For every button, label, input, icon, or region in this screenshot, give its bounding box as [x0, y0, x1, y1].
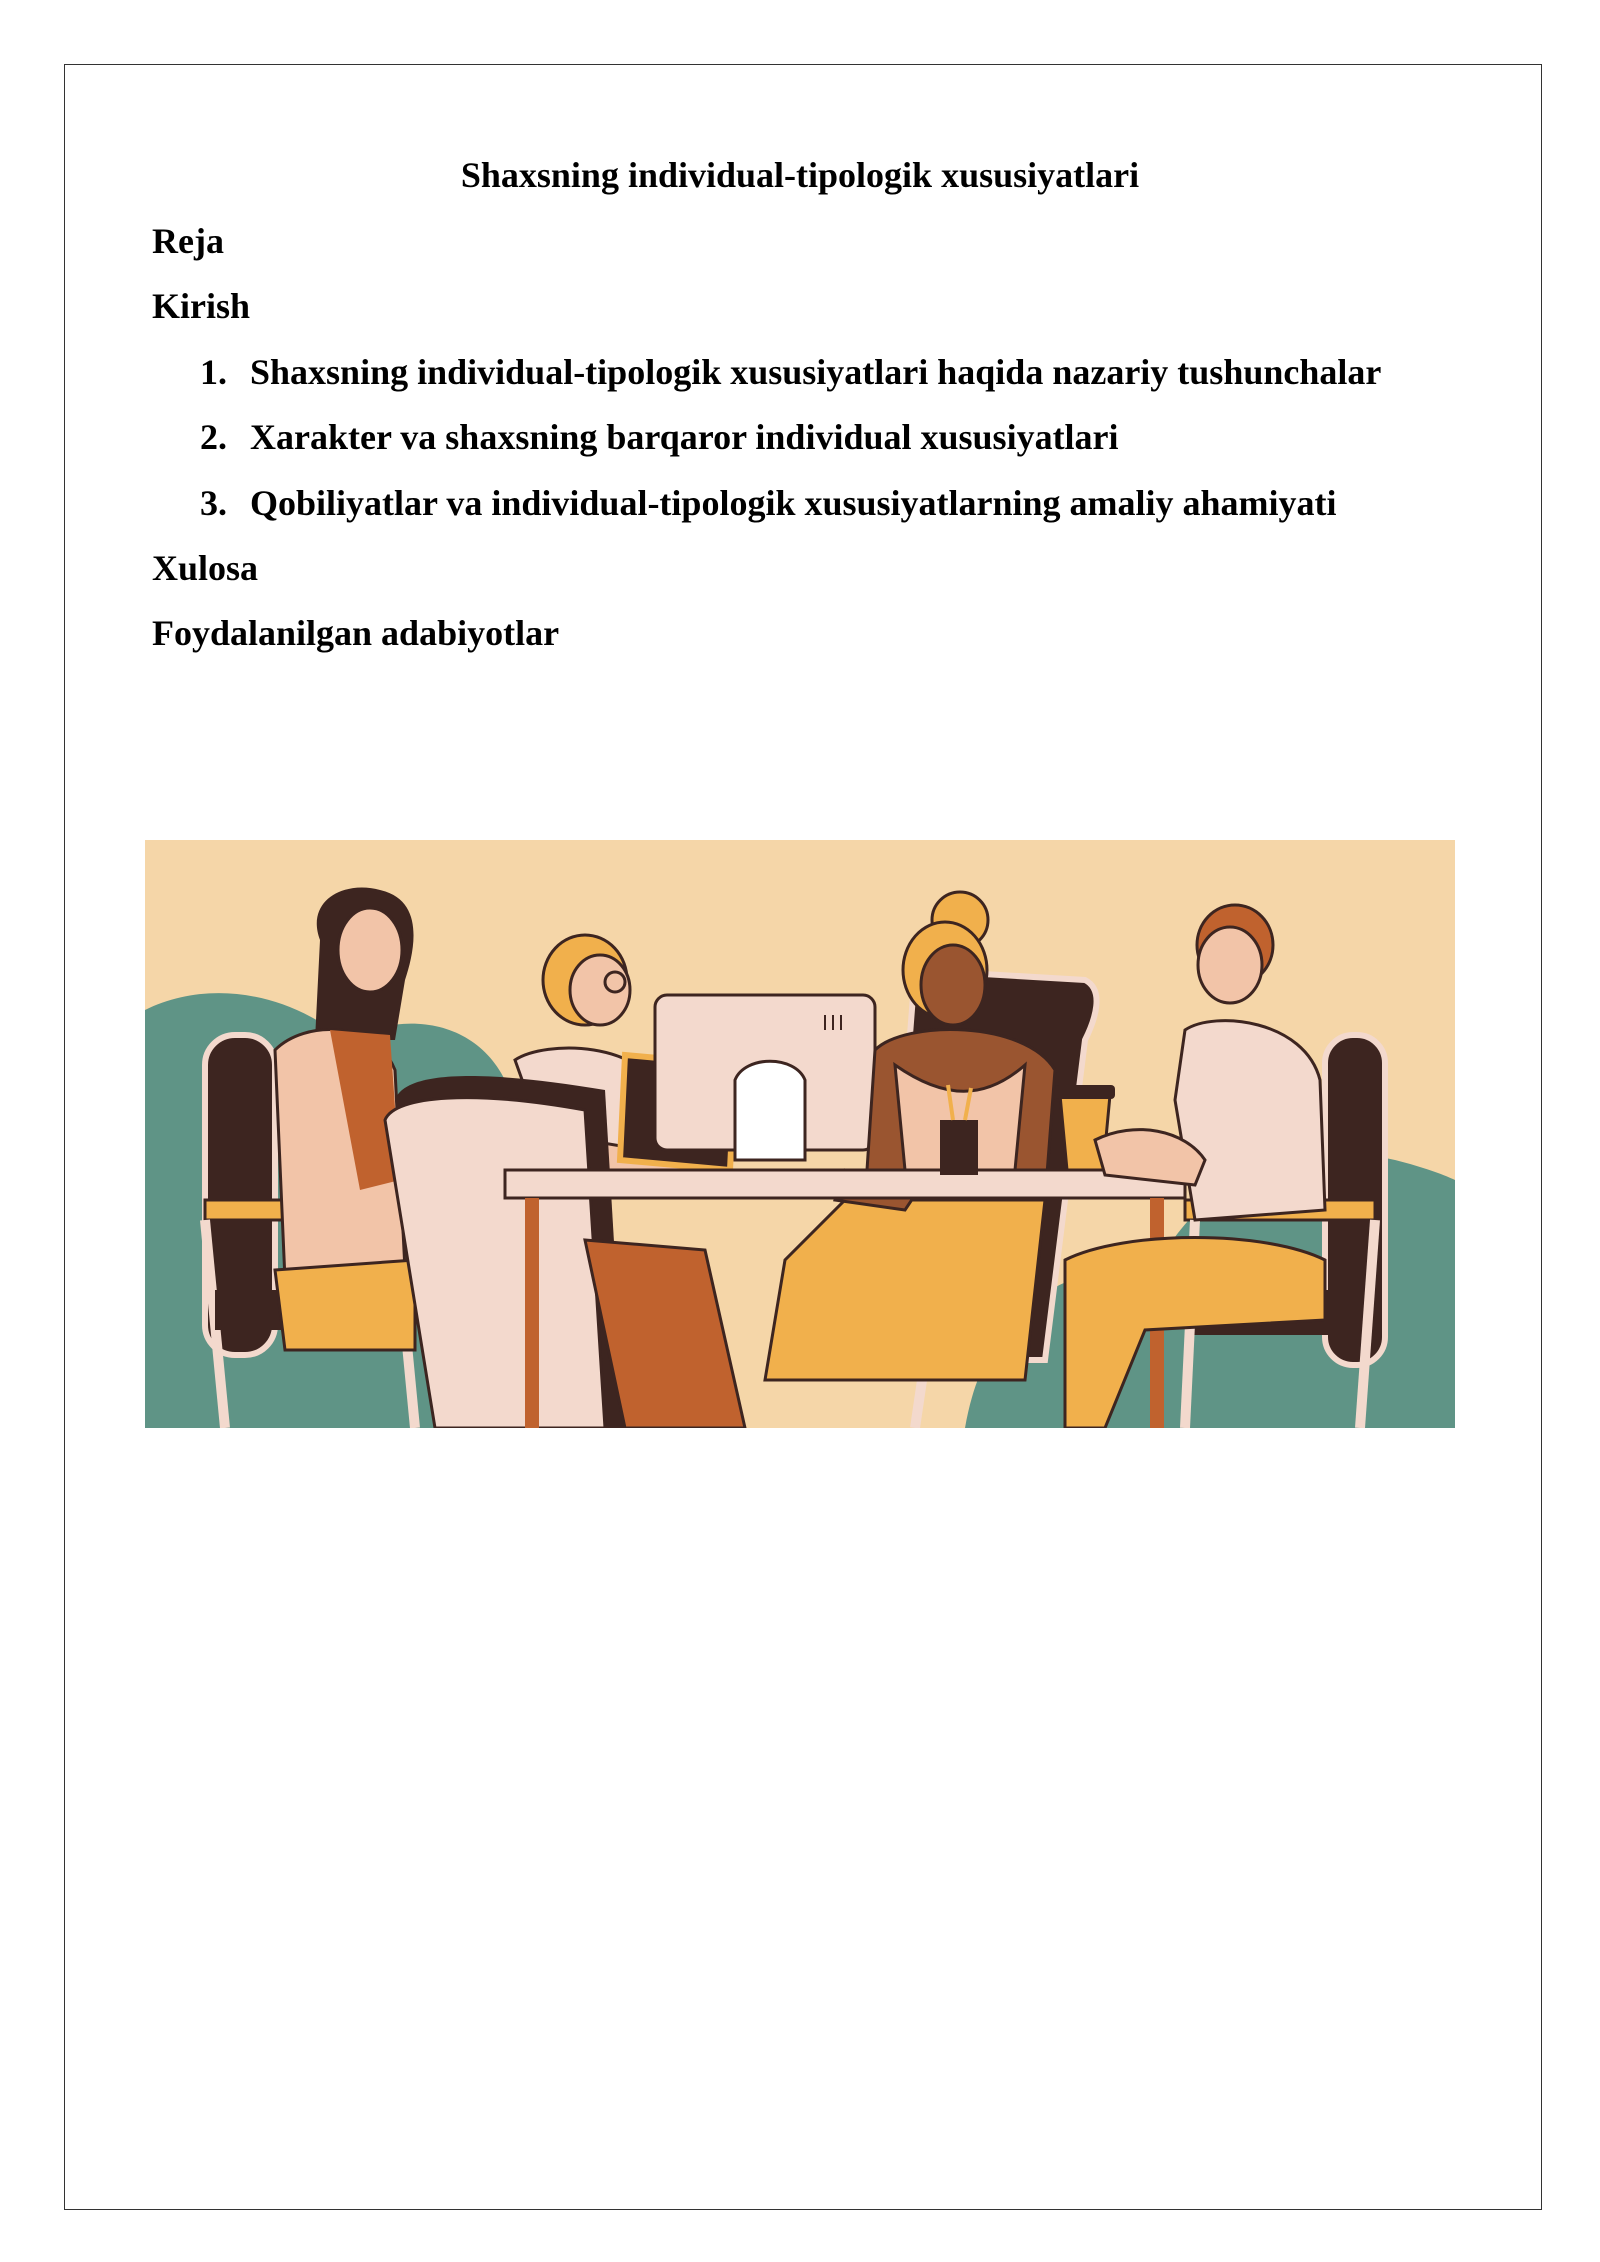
plan-item [200, 414, 1119, 460]
monitor [655, 995, 875, 1160]
plan-item-text: Xarakter va shaxsning barqaror individual xususiyatlari [250, 417, 1119, 457]
intro-heading: Kirish [152, 286, 251, 326]
plan-item-text: Qobiliyatlar va individual-tipologik xususiyatlarning amaliy ahamiyati [250, 483, 1337, 523]
plan-item-number: 3. [200, 483, 227, 523]
document-title: Shaxsning individual-tipologik xususiyatlari [460, 155, 1140, 195]
plan-item-number: 2. [200, 417, 227, 457]
plan-item [200, 349, 1381, 395]
team-meeting-illustration [145, 840, 1455, 1428]
illustration-svg [145, 840, 1455, 1428]
plan-heading: Reja [152, 221, 224, 261]
plan-item-number: 1. [200, 352, 227, 392]
references-heading: Foydalanilgan adabiyotlar [152, 613, 560, 653]
plan-item [200, 480, 1337, 526]
conclusion-heading: Xulosa [152, 548, 259, 588]
plan-item-text: Shaxsning individual-tipologik xususiyatlari haqida nazariy tushunchalar [250, 352, 1382, 392]
